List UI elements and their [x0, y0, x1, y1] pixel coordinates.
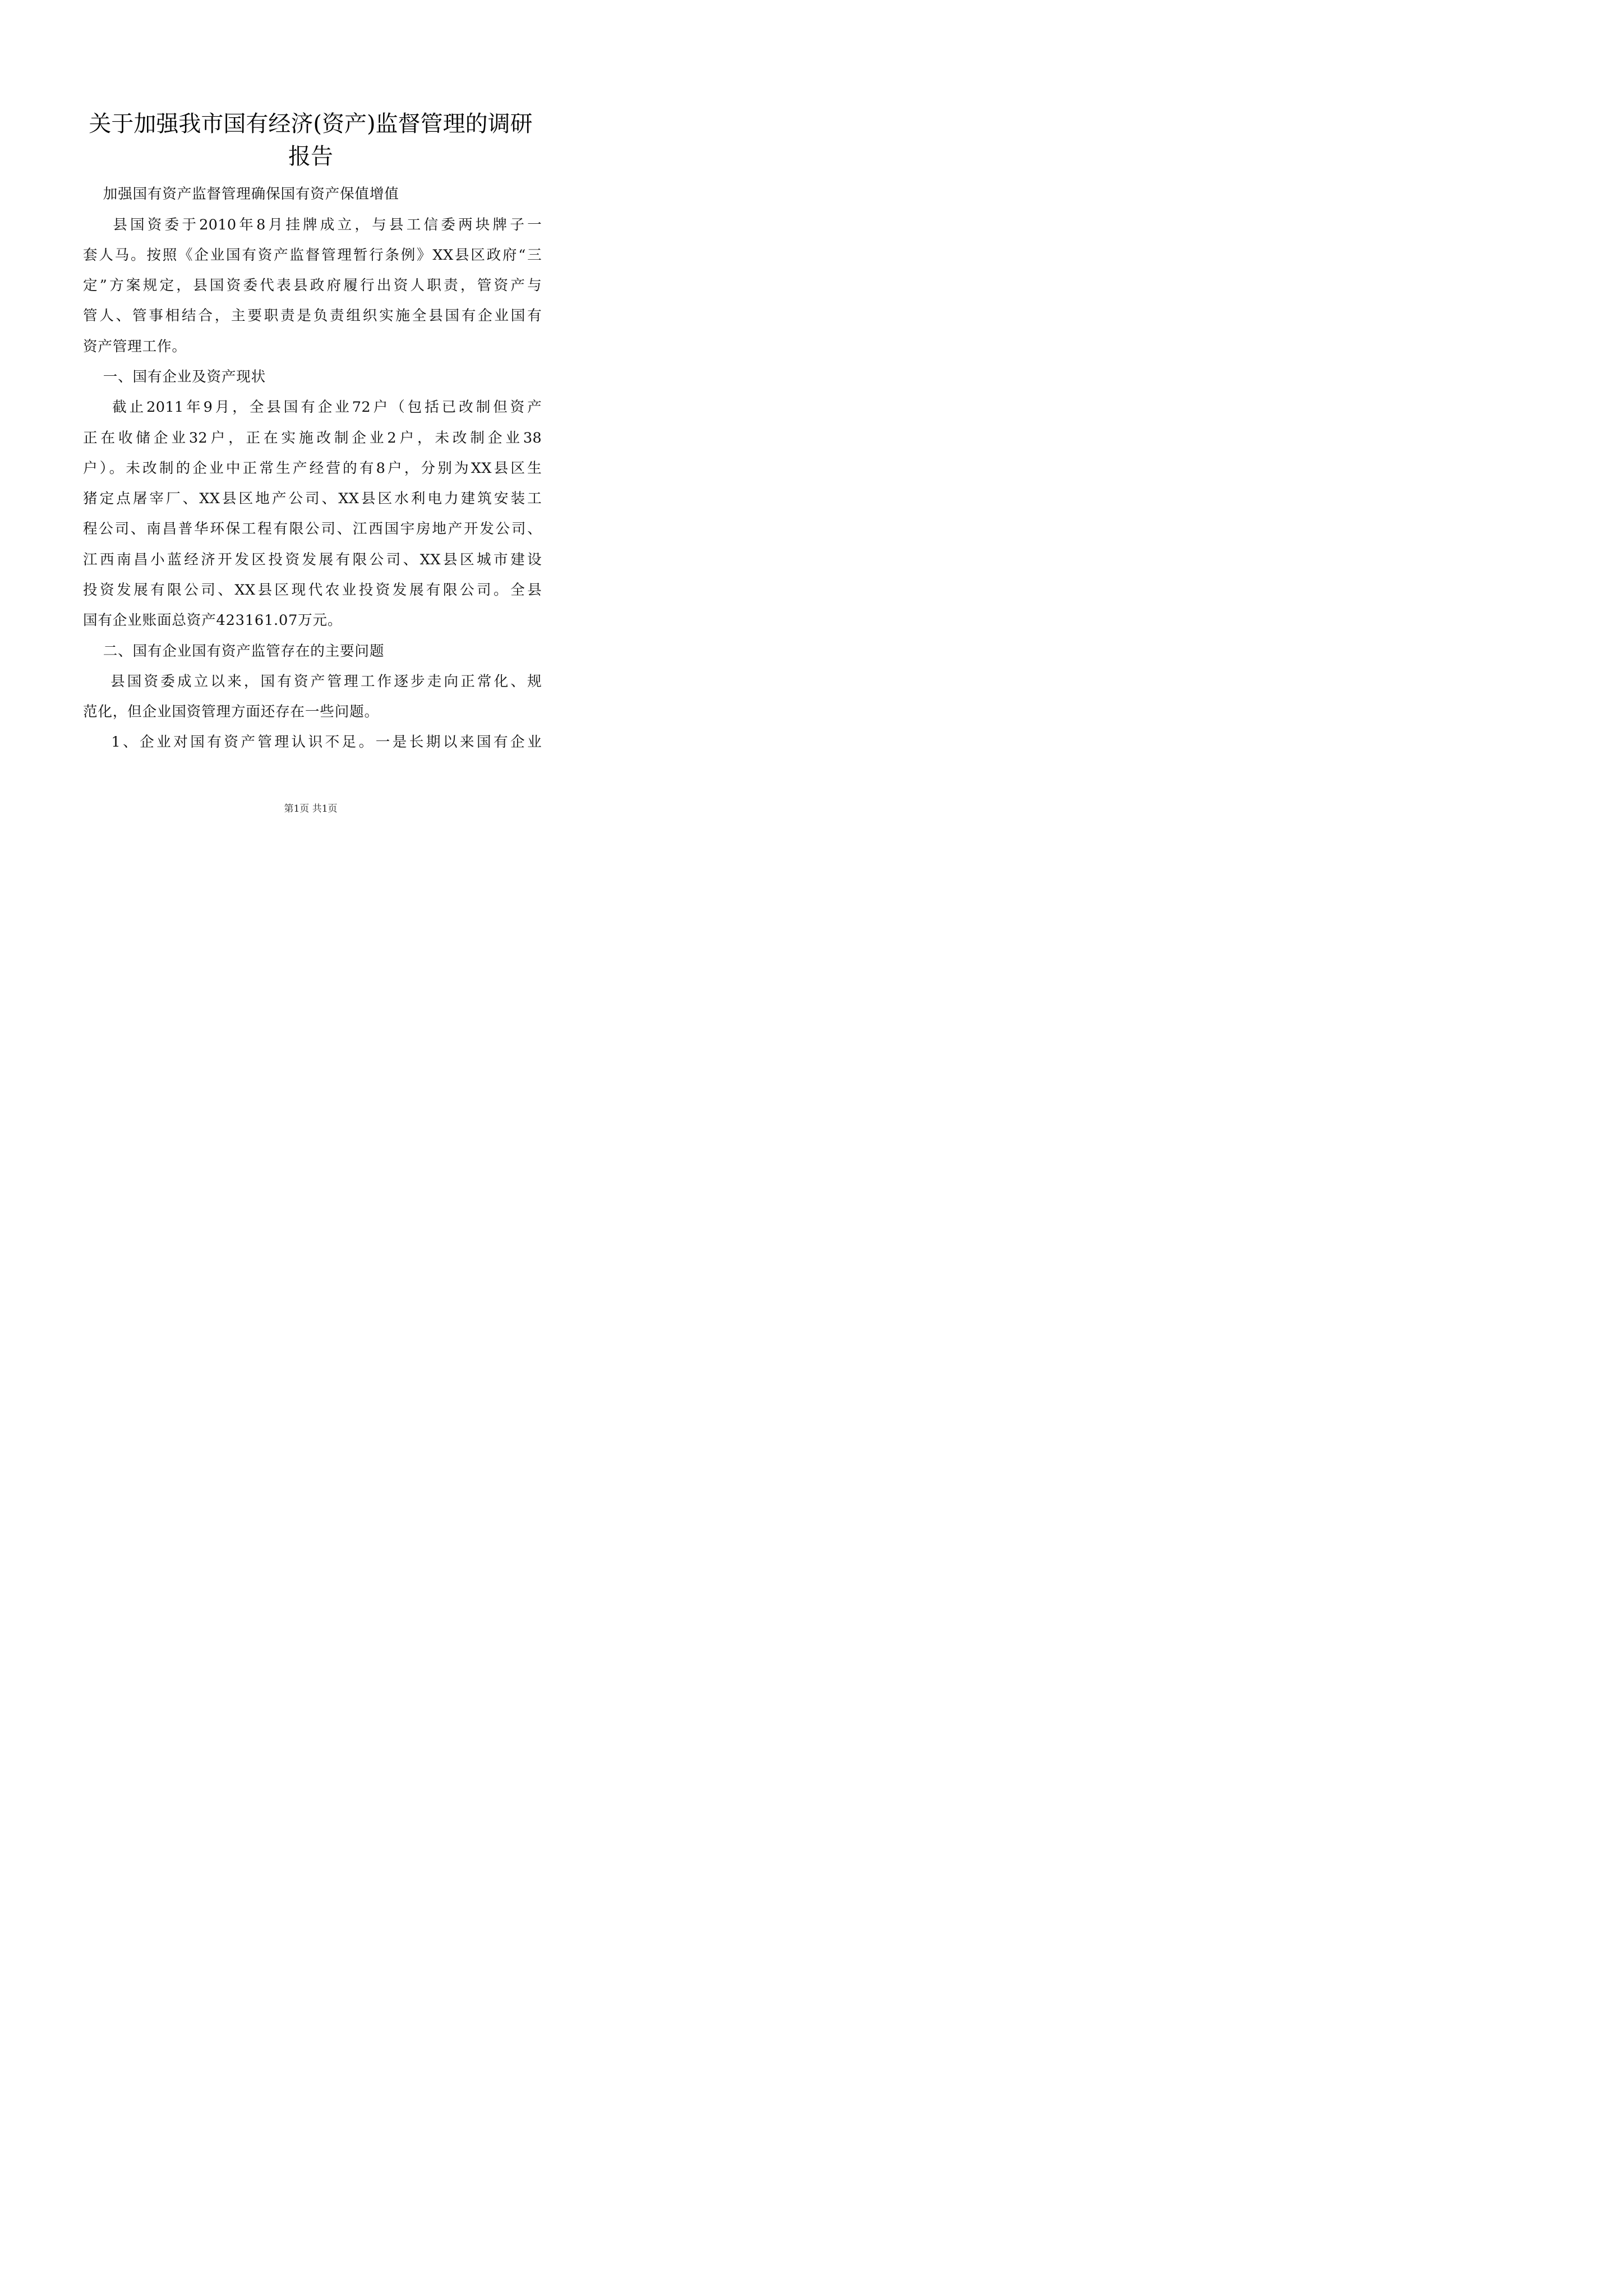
body-line: 猪定点屠宰厂、XX县区地产公司、XX县区水利电力建筑安装工: [83, 490, 542, 507]
body-line: 户）。未改制的企业中正常生产经营的有8户，分别为XX县区生: [83, 460, 542, 477]
section-heading: 一、国有企业及资产现状: [83, 369, 266, 385]
document-page: [0, 0, 621, 879]
body-line: 县国资委于2010年8月挂牌成立，与县工信委两块牌子一: [83, 217, 542, 233]
body-line: 资产管理工作。: [83, 338, 187, 355]
body-line: 套人马。按照《企业国有资产监督管理暂行条例》XX县区政府“三: [83, 247, 542, 264]
document-title: 关于加强我市国有经济(资产)监督管理的调研: [89, 111, 533, 137]
body-line: 投资发展有限公司、XX县区现代农业投资发展有限公司。全县: [83, 582, 542, 599]
body-line: 管人、管事相结合，主要职责是负责组织实施全县国有企业国有: [83, 307, 542, 324]
body-line: 江西南昌小蓝经济开发区投资发展有限公司、XX县区城市建设: [83, 551, 542, 568]
body-line: 范化，但企业国资管理方面还存在一些问题。: [83, 703, 379, 720]
body-line: 国有企业账面总资产423161.07万元。: [83, 612, 343, 629]
subtitle-line: 加强国有资产监督管理确保国有资产保值增值: [83, 186, 399, 203]
body-line: 截止2011年9月，全县国有企业72户（包括已改制但资产: [83, 399, 542, 416]
body-line: 定”方案规定，县国资委代表县政府履行出资人职责，管资产与: [83, 277, 542, 294]
page-footer: 第1页 共1页: [284, 803, 338, 815]
body-line: 1、企业对国有资产管理认识不足。一是长期以来国有企业: [83, 734, 542, 751]
body-line: 程公司、南昌普华环保工程有限公司、江西国宇房地产开发公司、: [83, 521, 542, 537]
body-line: 正在收储企业32户，正在实施改制企业2户，未改制企业38: [83, 430, 542, 447]
document-title-line2: 报告: [288, 144, 333, 169]
section-heading: 二、国有企业国有资产监管存在的主要问题: [83, 643, 385, 660]
body-line: 县国资委成立以来，国有资产管理工作逐步走向正常化、规: [83, 673, 542, 690]
